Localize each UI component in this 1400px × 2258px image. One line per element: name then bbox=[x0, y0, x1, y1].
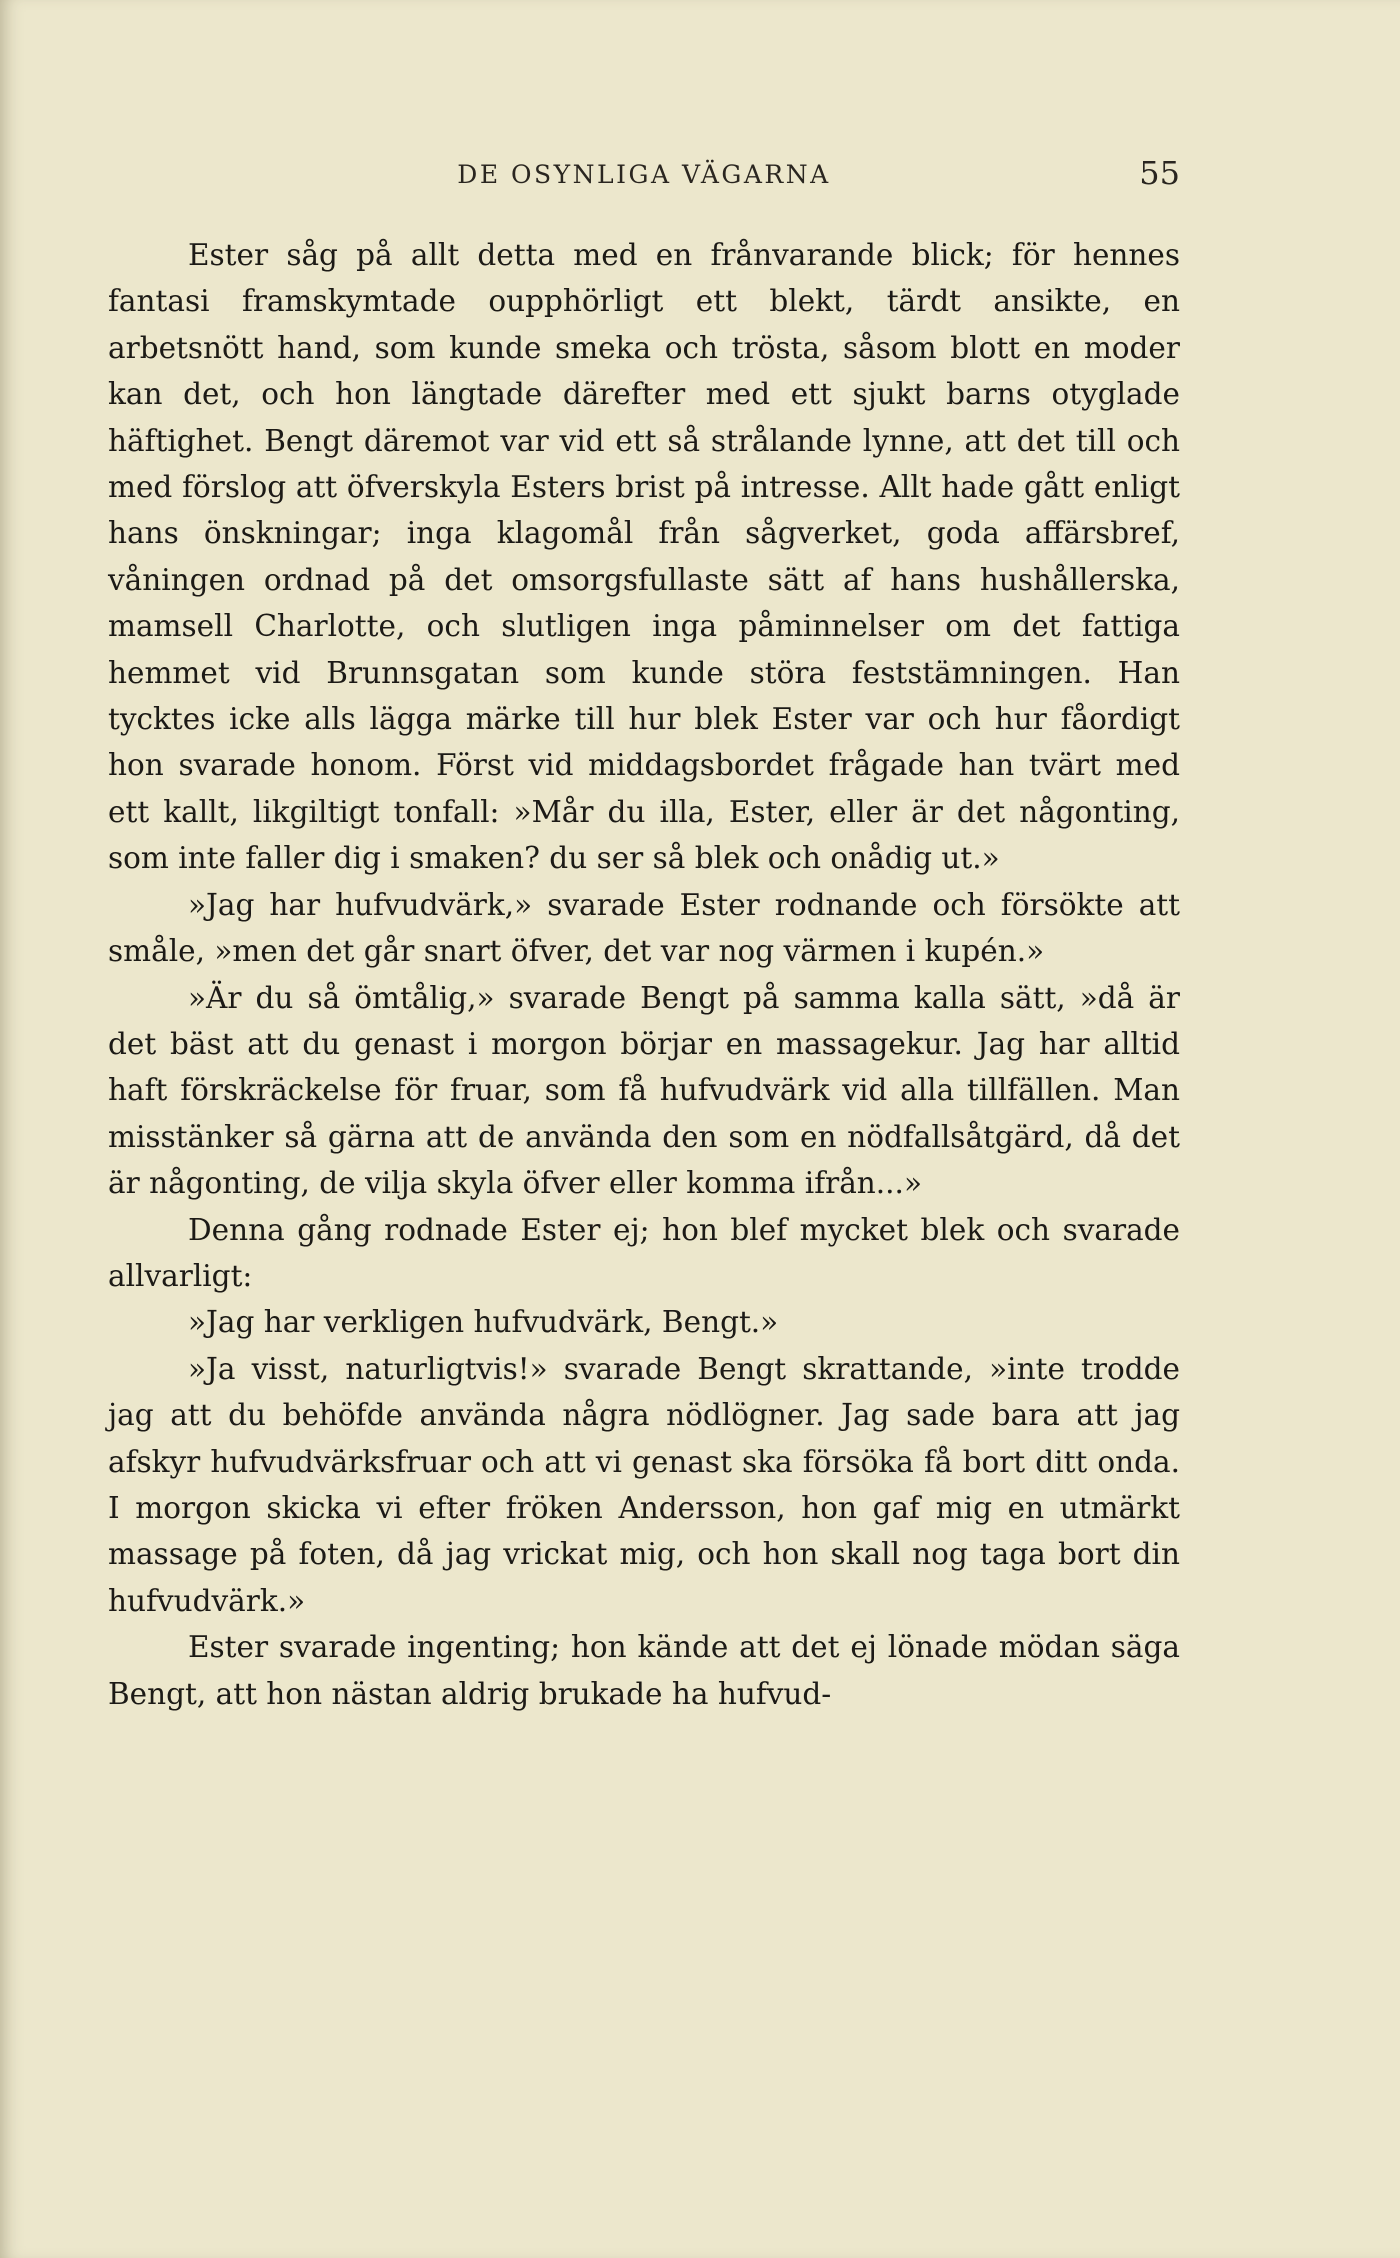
paragraph: Ester såg på allt detta med en frånvarande blick; för hennes fantasi framskymtade oupphörligt ett blekt, tärdt ansikte, en arbetsnött hand, som kunde smeka och trösta, såsom blott en moder kan det, och hon längtade därefter med ett sjukt barns otyglade häftighet. Bengt däremot var vid ett så strålande lynne, att det till och med förslog att öfverskyla Esters brist på intresse. Allt hade gått enligt hans önskningar; inga klagomål från sågverket, goda affärsbref, våningen ordnad på det omsorgsfullaste sätt af hans hushållerska, mamsell Charlotte, och slutligen inga påminnelser om det fattiga hemmet vid Brunnsgatan som kunde störa feststämningen. Han tycktes icke alls lägga märke till hur blek Ester var och hur fåordigt hon svarade honom. Först vid middagsbordet frågade han tvärt med ett kallt, likgiltigt tonfall: »Mår du illa, Ester, eller är det någonting, som inte faller dig i smaken? du ser så blek och onådig ut.» bbox=[108, 238, 1180, 876]
paragraph: »Jag har hufvudvärk,» svarade Ester rodnande och försökte att småle, »men det går snart öfver, det var nog värmen i kupén.» bbox=[108, 887, 1180, 969]
paragraph: »Är du så ömtålig,» svarade Bengt på samma kalla sätt, »då är det bäst att du genast i morgon börjar en massagekur. Jag har alltid haft förskräckelse för fruar, som få hufvudvärk vid alla tillfällen. Man misstänker så gärna att de använda den som en nödfallsåtgärd, då det är någonting, de vilja skyla öfver eller komma ifrån...» bbox=[108, 980, 1180, 1201]
body-text bbox=[108, 232, 1180, 1717]
page-header bbox=[108, 150, 1180, 200]
page-number: 55 bbox=[1139, 154, 1180, 192]
paragraph: Ester svarade ingenting; hon kände att det ej lönade mödan säga Bengt, att hon nästan aldrig brukade ha hufvud- bbox=[108, 1630, 1180, 1711]
paragraph: »Ja visst, naturligtvis!» svarade Bengt skrattande, »inte trodde jag att du behöfde använda några nödlögner. Jag sade bara att jag afskyr hufvudvärksfruar och att vi genast ska försöka få bort ditt onda. I morgon skicka vi efter fröken Andersson, hon gaf mig en utmärkt massage på foten, då jag vrickat mig, och hon skall nog taga bort din hufvudvärk.» bbox=[108, 1351, 1180, 1618]
paragraph: Denna gång rodnade Ester ej; hon blef mycket blek och svarade allvarligt: bbox=[108, 1212, 1180, 1293]
paragraph: »Jag har verkligen hufvudvärk, Bengt.» bbox=[188, 1305, 779, 1340]
running-head: DE OSYNLIGA VÄGARNA bbox=[457, 160, 831, 189]
